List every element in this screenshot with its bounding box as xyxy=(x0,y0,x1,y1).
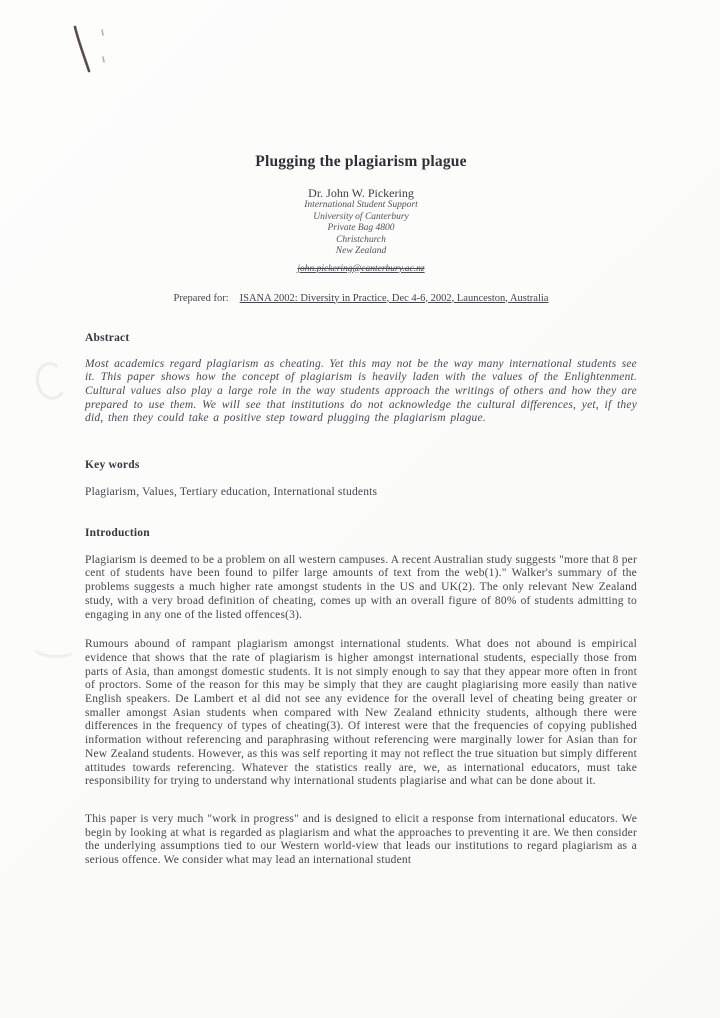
author-affiliation-line: University of Canterbury xyxy=(313,211,409,222)
introduction-paragraph: This paper is very much "work in progress" and is designed to elicit a response from international educators. We begin by looking at what is regarded as plagiarism and what the approaches to preventing it are. We then consider the underlying assumptions tied to our Western world-view that leads our institutions to regard plagiarism as a serious offence. We consider what may lead an international student xyxy=(85,812,637,867)
author-affiliation-line: New Zealand xyxy=(335,246,387,256)
introduction-paragraph: Plagiarism is deemed to be a problem on all western campuses. A recent Australian study suggests "more that 8 per cent of students have been found to pilfer large amounts of text from the web(1)." Walker's summary of the problems suggests a much higher rate amongst students in the US and UK(2). The only relevant New Zealand study, with a very broad definition of cheating, comes up with an overall figure of 80% of students admitting to engaging in any one of the listed offences(3). xyxy=(85,553,637,621)
abstract-heading: Abstract xyxy=(85,331,130,344)
author-name: Dr. John W. Pickering xyxy=(308,186,414,200)
keywords-list: Plagiarism, Values, Tertiary education, International students xyxy=(85,486,378,499)
keywords-heading: Key words xyxy=(85,459,140,472)
introduction-paragraph: Rumours abound of rampant plagiarism amongst international students. What does not abound is empirical evidence that shows that the rate of plagiarism is higher amongst international students, especially those from parts of Asia, than amongst domestic students. It is not simply enough to say that they appear more often in front of proctors. Some of the reason for this may be simply that they are caught plagiarising more easily than native English speakers. De Lambert et al did not see any evidence for the overall level of cheating being greater or smaller amongst Asian students when compared with New Zealand ethnicity students, although there were differences in the frequency of types of cheating(3). Of interest were that the frequencies of copying published information without referencing and paraphrasing without referencing were marginally lower for Asian than for New Zealand students. However, as this was self reporting it may not reflect the true situation but simply different attitudes towards referencing. Whatever the statistics really are, we, as international educators, must take responsibility for trying to understand why international students plagiarise and what can be done about it. xyxy=(85,638,637,788)
author-affiliation-line: Christchurch xyxy=(336,234,386,245)
document-body xyxy=(85,0,637,868)
author-block xyxy=(85,186,637,276)
conference-reference: ISANA 2002: Diversity in Practice, Dec 4-6, 2002, Launceston, Australia xyxy=(239,292,549,304)
author-email-link: john.pickering@canterbury.ac.nz xyxy=(297,263,425,274)
prepared-for-label: Prepared for: xyxy=(173,292,229,304)
abstract-paragraph: Most academics regard plagiarism as cheating. Yet this may not be the way many international students see it. This paper shows how the concept of plagiarism is heavily laden with the values of the Enlightenment. Cultural values also play a large role in the way students approach the writings of others and how they are prepared to use them. We will see that institutions do not acknowledge the cultural differences, yet, if they did, then they could take a positive step toward plugging the plagiarism plague. xyxy=(85,357,637,425)
prepared-for-line xyxy=(85,292,637,305)
scan-smudge-ring xyxy=(32,359,69,402)
scan-smudge-ring xyxy=(29,632,79,659)
paper-title: Plugging the plagiarism plague xyxy=(255,153,467,170)
introduction-heading: Introduction xyxy=(85,526,150,539)
author-affiliation-line: Private Bag 4800 xyxy=(327,223,395,233)
author-affiliation-line: International Student Support xyxy=(304,200,418,210)
